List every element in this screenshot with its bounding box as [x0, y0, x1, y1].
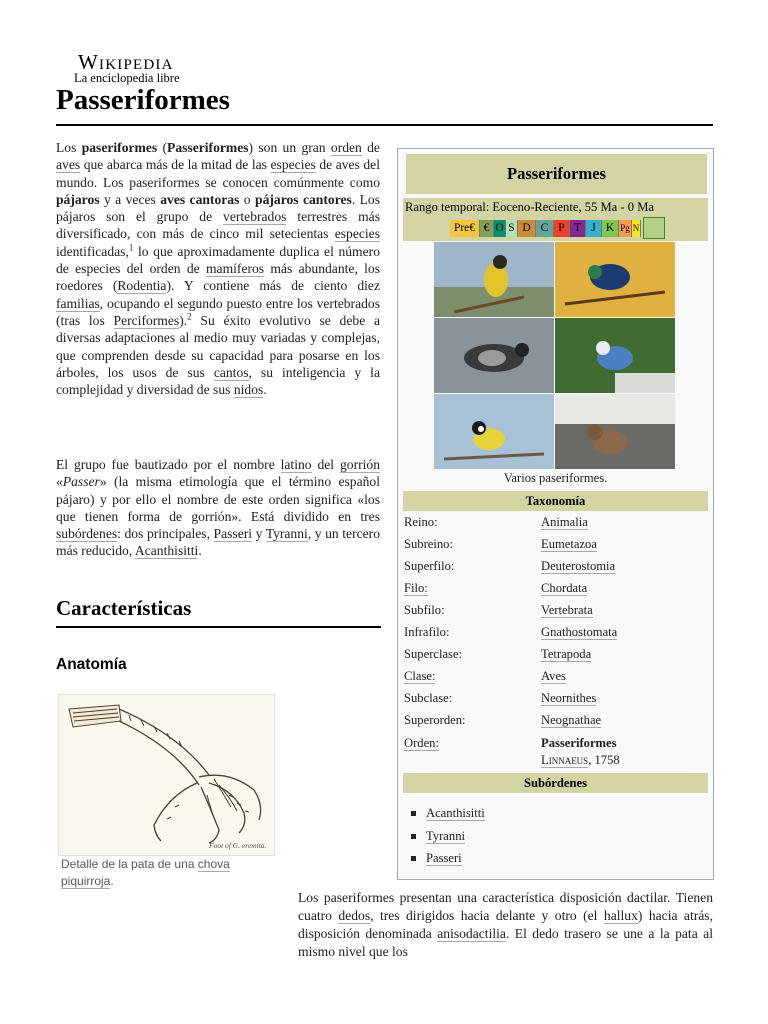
photo-weaver	[434, 242, 554, 317]
taxonomy-label-subfilo: Subfilo:	[404, 603, 445, 617]
period-d[interactable]: D	[518, 220, 536, 237]
taxonomy-value-orden: Passeriformes	[541, 736, 617, 750]
anatomy-paragraph: Los paseriformes presentan una característica disposición dactilar. Tienen cuatro dedos, tres dirigidos hacia delante y otro (el hallux) hacia atrás, disposición denominada anisodactilia. El dedo trasero se une a la pata al mismo nivel que los	[298, 890, 713, 959]
taxonomy-label-superfilo: Superfilo:	[404, 559, 455, 573]
taxonomy-label-infrafilo: Infrafilo:	[404, 625, 450, 639]
taxonomy-value-subreino[interactable]: Eumetazoa	[541, 537, 597, 551]
taxonomy-value-clase[interactable]: Aves	[541, 669, 566, 683]
birds-photo-collage[interactable]	[434, 242, 676, 469]
svg-text:Foot of G. eremita.: Foot of G. eremita.	[209, 841, 267, 850]
wikipedia-tagline: La enciclopedia libre	[74, 71, 180, 85]
taxonomy-value-superorden[interactable]: Neognathae	[541, 713, 602, 727]
link-suborder-passeri[interactable]: Passeri	[426, 851, 462, 865]
link-suborder-acanthisitti[interactable]: Acanthisitti	[426, 806, 485, 820]
taxonomy-value-subfilo[interactable]: Vertebrata	[541, 603, 593, 617]
link-suborder-tyranni[interactable]: Tyranni	[426, 828, 465, 843]
taxonomy-value-superfilo[interactable]: Deuterostomia	[541, 559, 616, 573]
wikipedia-wordmark[interactable]: Wikipedia	[78, 50, 174, 74]
link-anisodactilia[interactable]: anisodactilia	[437, 926, 506, 941]
photo-sparrow	[555, 394, 675, 469]
period-precambrian[interactable]: Pre€	[450, 220, 480, 237]
taxonomy-value-subclase[interactable]: Neornithes	[541, 691, 597, 705]
suborders-heading: Subórdenes	[403, 773, 708, 793]
infobox-title: Passeriformes	[406, 154, 707, 194]
period-s[interactable]: S	[506, 220, 518, 237]
taxonomy-value-reino[interactable]: Animalia	[541, 515, 588, 529]
taxonomy-heading: Taxonomía	[403, 491, 708, 511]
link-acanthisitti[interactable]: Acanthisitti	[134, 543, 199, 559]
suborders-list	[409, 802, 485, 870]
suborder-item[interactable]	[409, 825, 485, 848]
period-o[interactable]: O	[494, 220, 506, 237]
taxonomy-label-subclase: Subclase:	[404, 691, 453, 705]
subsection-heading-anatomia: Anatomía	[56, 656, 127, 673]
range-marker	[643, 217, 665, 239]
section-heading-caracteristicas: Características	[56, 596, 192, 620]
period-t[interactable]: T	[570, 220, 586, 237]
taxonomy-value-filo[interactable]: Chordata	[541, 581, 588, 595]
link-gorrion[interactable]: gorrión	[339, 457, 380, 472]
taxonomy-label-superclase: Superclase:	[404, 647, 463, 661]
link-dedos[interactable]: dedos	[338, 908, 371, 923]
link-linnaeus[interactable]: Linnaeus	[541, 753, 589, 767]
taxonomy-label-filo: Filo:	[404, 581, 428, 595]
period-k[interactable]: K	[602, 220, 619, 237]
taxonomy-value-infrafilo[interactable]: Gnathostomata	[541, 625, 618, 639]
link-aves[interactable]: aves	[56, 157, 81, 173]
link-hallux[interactable]: hallux	[603, 908, 638, 923]
link-rodentia[interactable]: Rodentia	[117, 278, 167, 294]
reference-2[interactable]: 2	[187, 311, 192, 322]
reference-1[interactable]: 1	[128, 242, 134, 253]
foot-illustration[interactable]	[58, 694, 275, 856]
link-vertebrados[interactable]: vertebrados	[223, 209, 287, 225]
link-perciformes[interactable]: Perciformes	[113, 312, 180, 328]
link-mamiferos[interactable]: mamíferos	[205, 261, 265, 277]
taxonomy-label-reino: Reino:	[404, 515, 438, 529]
period-cambrian[interactable]: €	[480, 220, 494, 237]
taxonomy-authority: Linnaeus, 1758	[541, 753, 620, 767]
period-p[interactable]: P	[554, 220, 570, 237]
link-passeri[interactable]: Passeri	[213, 526, 253, 542]
link-latino[interactable]: latino	[280, 457, 312, 472]
link-nidos[interactable]: nidos	[233, 382, 264, 398]
foot-drawing	[59, 695, 274, 855]
period-n[interactable]: N	[632, 220, 641, 237]
photo-crow	[434, 318, 554, 393]
suborder-item[interactable]	[409, 847, 485, 870]
photo-sunbird	[555, 242, 675, 317]
link-subordenes[interactable]: subórdenes	[56, 526, 118, 542]
title-divider	[56, 124, 713, 126]
link-chova-piquirroja[interactable]: chova piquirroja	[61, 857, 230, 888]
link-tyranni[interactable]: Tyranni	[265, 526, 308, 542]
taxonomy-label-orden: Orden:	[404, 736, 439, 750]
link-cantos[interactable]: cantos	[213, 364, 249, 380]
geologic-timebar[interactable]	[403, 217, 708, 241]
period-j[interactable]: J	[586, 220, 602, 237]
period-pg[interactable]: Pg	[619, 220, 632, 237]
page-title: Passeriformes	[56, 84, 230, 116]
taxonomy-value-superclase[interactable]: Tetrapoda	[541, 647, 592, 661]
link-familias[interactable]: familias	[56, 295, 100, 311]
figure-caption: Detalle de la pata de una chova piquirroja.	[61, 857, 230, 888]
infobox-time-range: Rango temporal: Eoceno-Reciente, 55 Ma - 0 Ma	[403, 198, 708, 217]
link-especies-2[interactable]: especies	[334, 226, 380, 242]
taxonomy-label-subreino: Subreino:	[404, 537, 453, 551]
intro-paragraph-2: El grupo fue bautizado por el nombre latino del gorrión «Passer» (la misma etimología que el término español pájaro) y por ello el nombre de este orden significa «los que tienen forma de gorrión». Está dividido en tres subórdenes: dos principales, Passeri y Tyranni, y un tercero más reducido, Acanthisitti.	[56, 457, 380, 559]
taxonomy-label-superorden: Superorden:	[404, 713, 466, 727]
taxonomy-label-clase: Clase:	[404, 669, 436, 683]
period-c[interactable]: C	[536, 220, 554, 237]
infobox-photo-caption: Varios paseriformes.	[503, 471, 608, 485]
section-divider	[56, 626, 381, 628]
photo-great-tit	[434, 394, 554, 469]
link-orden[interactable]: orden	[330, 140, 362, 155]
intro-paragraph-1: Los paseriformes (Passeriformes) son un gran orden de aves que abarca más de la mitad de las especies de aves del mundo. Los paseriformes se conocen comúnmente como pájaros y a veces aves cantoras o pájaros cantores. Los pájaros son el grupo de vertebrados terrestres más diversificado, con más de cinco mil setecientas especies identificadas,$^1$ lo que aproximadamente duplica el número de especies del orden de mamíferos más abundante, los roedores (Rodentia). Y contiene más de ciento diez familias, ocupando el segundo puesto entre los vertebrados (tras los Perciformes).$^2$ Su éxito evolutivo se debe a diversas adaptaciones al medio muy variadas y complejas, que comprenden desde su capacidad para posarse en los árboles, los usos de sus cantos, su inteligencia y la complejidad y diversidad de sus nidos.	[56, 140, 381, 398]
photo-blue-jay	[555, 318, 675, 393]
suborder-item[interactable]	[409, 802, 485, 825]
link-especies[interactable]: especies	[270, 157, 316, 173]
